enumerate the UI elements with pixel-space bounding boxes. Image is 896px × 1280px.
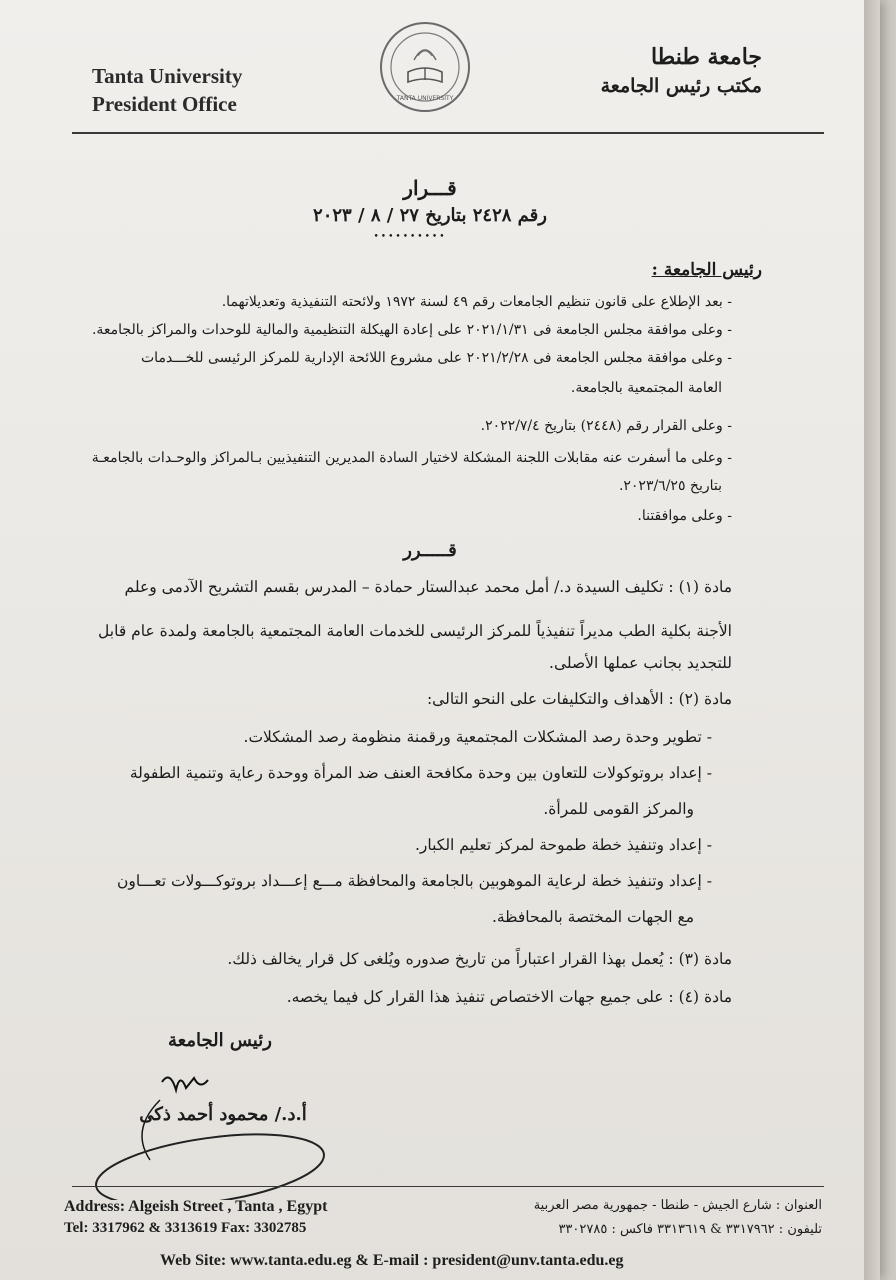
svg-text:TANTA UNIVERSITY: TANTA UNIVERSITY: [396, 95, 454, 102]
header-en-line2: President Office: [92, 92, 237, 116]
decision-number-line: رقم ٢٤٢٨ بتاريخ ٢٧ / ٨ / ٢٠٢٣: [313, 205, 547, 226]
article-2-item: - تطوير وحدة رصد المشكلات المجتمعية ورقمنة منظومة رصد المشكلات.: [243, 728, 712, 746]
university-seal-logo: [378, 20, 472, 114]
decision-title: قـــرار: [403, 176, 457, 200]
footer-address-ar: العنوان : شارع الجيش - طنطا - جمهورية مصر العربية: [533, 1198, 822, 1213]
preamble-heading: رئيس الجامعة :: [651, 260, 762, 280]
footer-rule: [72, 1186, 824, 1187]
article-2-item-cont: مع الجهات المختصة بالمحافظة.: [491, 908, 694, 926]
article-1-line: للتجديد بجانب عملها الأصلى.: [549, 654, 732, 672]
preamble-item-cont: العامة المجتمعية بالجامعة.: [570, 380, 722, 396]
signatory-title: رئيس الجامعة: [168, 1030, 272, 1051]
handwritten-signature: [90, 1060, 350, 1200]
header-en-line1: Tanta University: [92, 64, 243, 88]
university-name-ar: [601, 42, 762, 100]
preamble-item: - وعلى موافقة مجلس الجامعة فى ٢٠٢١/١/٣١ على إعادة الهيكلة التنظيمية والمالية للوحدات والمراكز بالجامعة.: [91, 322, 732, 338]
footer-address-en: Address: Algeish Street , Tanta , Egypt: [64, 1198, 328, 1215]
article-3: مادة (٣) : يُعمل بهذا القرار اعتباراً من تاريخ صدوره ويُلغى كل قرار يخالف ذلك.: [227, 950, 732, 968]
article-2-item: - إعداد وتنفيذ خطة لرعاية الموهوبين بالجامعة والمحافظة مـــع إعـــداد بروتوكـــولات تعـــاون: [117, 872, 712, 890]
preamble-item: - وعلى موافقة مجلس الجامعة فى ٢٠٢١/٢/٢٨ على مشروع اللائحة الإدارية للمركز الرئيسى للخـــدمات: [141, 350, 732, 366]
preamble-item: - وعلى موافقتنا.: [637, 508, 732, 524]
article-1-line: الأجنة بكلية الطب مديراً تنفيذياً للمركز الرئيسى للخدمات العامة المجتمعية بالجامعة ولمدة عام قابل: [98, 622, 732, 640]
footer-web: Web Site: www.tanta.edu.eg & E-mail : president@unv.tanta.edu.eg: [160, 1252, 624, 1269]
footer-tel-en: Tel: 3317962 & 3313619 Fax: 3302785: [64, 1220, 307, 1236]
title-dots: ••••••••••: [373, 232, 447, 242]
decides-heading: قـــــرر: [403, 540, 457, 561]
header-rule: [72, 132, 824, 134]
preamble-item: - وعلى ما أسفرت عنه مقابلات اللجنة المشكلة لاختيار السادة المديرين التنفيذيين بـالمراكز والوحـدات بالجامعـة: [91, 450, 732, 466]
article-4: مادة (٤) : على جميع جهات الاختصاص تنفيذ هذا القرار كل فيما يخصه.: [286, 988, 732, 1006]
header-ar-line2: مكتب رئيس الجامعة: [600, 75, 762, 97]
preamble-item: - بعد الإطلاع على قانون تنظيم الجامعات رقم ٤٩ لسنة ١٩٧٢ ولائحته التنفيذية وتعديلاتهما.: [221, 294, 732, 310]
preamble-item: - وعلى القرار رقم (٢٤٤٨) بتاريخ ٢٠٢٢/٧/٤.: [480, 418, 732, 434]
article-2-item-cont: والمركز القومى للمرأة.: [543, 800, 694, 818]
article-2-item: - إعداد بروتوكولات للتعاون بين وحدة مكافحة العنف ضد المرأة ووحدة رعاية وتنمية الطفولة: [129, 764, 712, 782]
page-edge: [864, 0, 880, 1280]
university-name-en: [92, 62, 242, 118]
article-1-line: مادة (١) : تكليف السيدة د./ أمل محمد عبدالستار حمادة – المدرس بقسم التشريح الآدمى وعلم: [124, 578, 732, 596]
signatory-name: أ.د./ محمود أحمد ذكى: [139, 1104, 307, 1125]
article-2-item: - إعداد وتنفيذ خطة طموحة لمركز تعليم الكبار.: [414, 836, 712, 854]
article-2-heading: مادة (٢) : الأهداف والتكليفات على النحو التالى:: [426, 690, 732, 708]
preamble-item-cont: بتاريخ ٢٠٢٣/٦/٢٥.: [618, 478, 722, 494]
header-ar-line1: جامعة طنطا: [650, 44, 762, 70]
footer-tel-ar: تليفون : ٣٣١٧٩٦٢ & ٣٣١٣٦١٩ فاكس : ٣٣٠٢٧٨٥: [558, 1222, 822, 1237]
